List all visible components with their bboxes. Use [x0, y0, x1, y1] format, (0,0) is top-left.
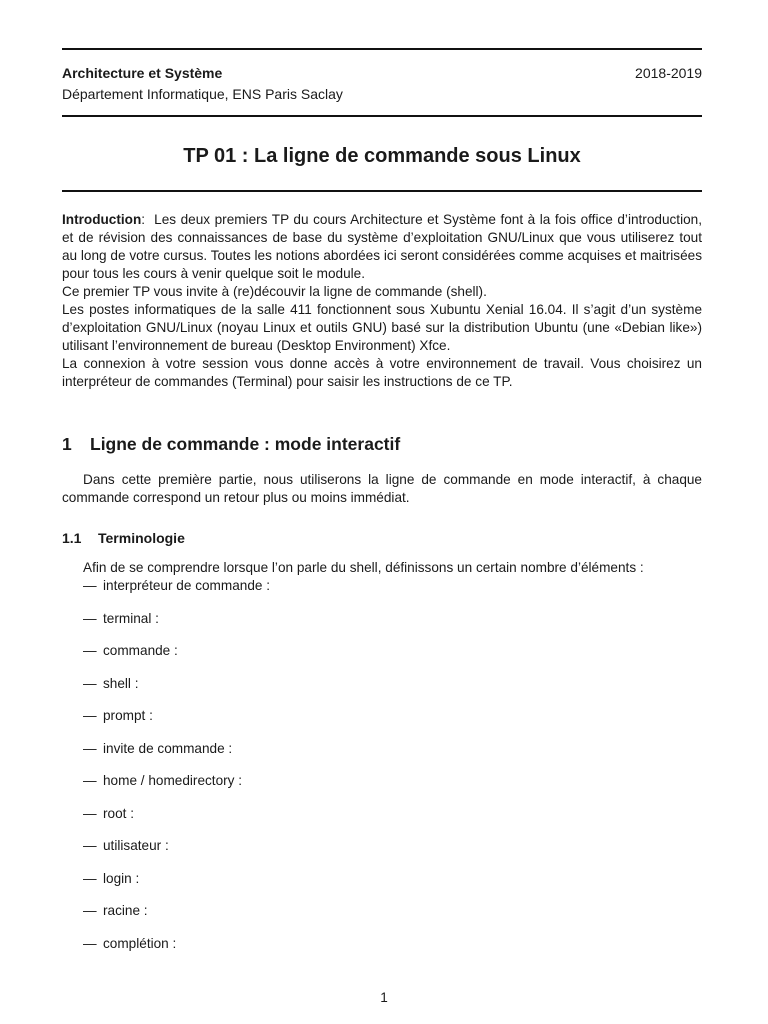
list-dash: — [83, 870, 97, 886]
term-label: interpréteur de commande : [103, 578, 270, 593]
list-dash: — [83, 610, 97, 626]
course-name: Architecture et Système [62, 65, 223, 81]
term-label: terminal : [103, 610, 159, 626]
list-item [83, 707, 270, 725]
header-bottom-rule [62, 115, 702, 117]
list-item [83, 870, 270, 888]
list-dash: — [83, 578, 97, 593]
section-1-title: Ligne de commande : mode interactif [90, 434, 401, 454]
term-label: root : [103, 805, 134, 821]
term-label: shell : [103, 675, 139, 691]
intro-text-1: Les deux premiers TP du cours Architecture et Système font à la fois office d’introduction, et de révision des connaissances de base du système d’exploitation GNU/Linux que vous utiliserez tout au long de votre cursus. Toutes les notions abordées ici seront considérées comme acquises et maitrisées pour tous les cours à venir quelque soit le module. [62, 212, 702, 281]
intro-label: Introduction [62, 212, 142, 227]
section-1-heading [62, 432, 400, 456]
term-label: racine : [103, 903, 148, 918]
terminology-list [83, 577, 270, 967]
term-label: utilisateur : [103, 838, 169, 853]
department-name: Département Informatique, ENS Paris Saclay [62, 86, 343, 102]
list-item [83, 740, 270, 758]
intro-paragraph-2: Ce premier TP vous invite à (re)découvir la ligne de commande (shell). [62, 284, 487, 299]
list-dash: — [83, 935, 97, 951]
list-item [83, 675, 270, 693]
list-dash: — [83, 805, 97, 821]
subsection-1-1-title: Terminologie [98, 530, 185, 546]
list-dash: — [83, 708, 97, 723]
intro-paragraph-4: La connexion à votre session vous donne accès à votre environnement de travail. Vous choisirez un interpréteur de commandes (Terminal) pour saisir les instructions de ce TP. [62, 356, 702, 389]
list-item [83, 642, 270, 660]
list-dash: — [83, 740, 97, 756]
term-label: prompt : [103, 708, 153, 723]
list-dash: — [83, 838, 97, 853]
list-dash: — [83, 903, 97, 918]
section-1-number: 1 [62, 434, 72, 454]
list-item [83, 935, 270, 953]
list-dash: — [83, 643, 97, 658]
section-1-paragraph: Dans cette première partie, nous utiliserons la ligne de commande en mode interactif, à chaque commande correspond un retour plus ou moins immédiat. [62, 472, 702, 505]
term-label: complétion : [103, 935, 177, 951]
list-dash: — [83, 675, 97, 691]
list-item [83, 837, 270, 855]
subsection-1-1-paragraph: Afin de se comprendre lorsque l’on parle du shell, définissons un certain nombre d’éléments : [83, 560, 644, 575]
list-dash: — [83, 773, 97, 788]
academic-year: 2018-2019 [635, 65, 702, 81]
list-item [83, 805, 270, 823]
term-label: home / homedirectory : [103, 773, 243, 788]
header-top-rule [62, 48, 702, 50]
term-label: invite de commande : [103, 740, 233, 756]
introduction [62, 211, 702, 391]
term-label: login : [103, 870, 140, 886]
title-bottom-rule [62, 190, 702, 192]
intro-paragraph-3: Les postes informatiques de la salle 411 fonctionnent sous Xubuntu Xenial 16.04. Il s’agit d’un système d’exploitation GNU/Linux (noyau Linux et outils GNU) basé sur la distribution Ubuntu (une «Debian like») utilisant l’environnement de bureau (Desktop Environment) Xfce. [62, 302, 702, 353]
intro-paragraph-1: Introduction: Les deux premiers TP du cours Architecture et Système font à la fois office d’introduction, et de révision des connaissances de base du système d’exploitation GNU/Linux que vous utiliserez tout au long de votre cursus. Toutes les notions abordées ici seront considérées comme acquises et maitrisées pour tous les cours à venir quelque soit le module. [62, 212, 702, 281]
page-number: 1 [380, 990, 388, 1005]
subsection-1-1-heading [62, 529, 185, 547]
list-item [83, 577, 270, 595]
list-item [83, 772, 270, 790]
list-item [83, 902, 270, 920]
document-title: TP 01 : La ligne de commande sous Linux [183, 145, 581, 167]
list-item [83, 610, 270, 628]
subsection-1-1-number: 1.1 [62, 530, 82, 546]
term-label: commande : [103, 643, 178, 658]
